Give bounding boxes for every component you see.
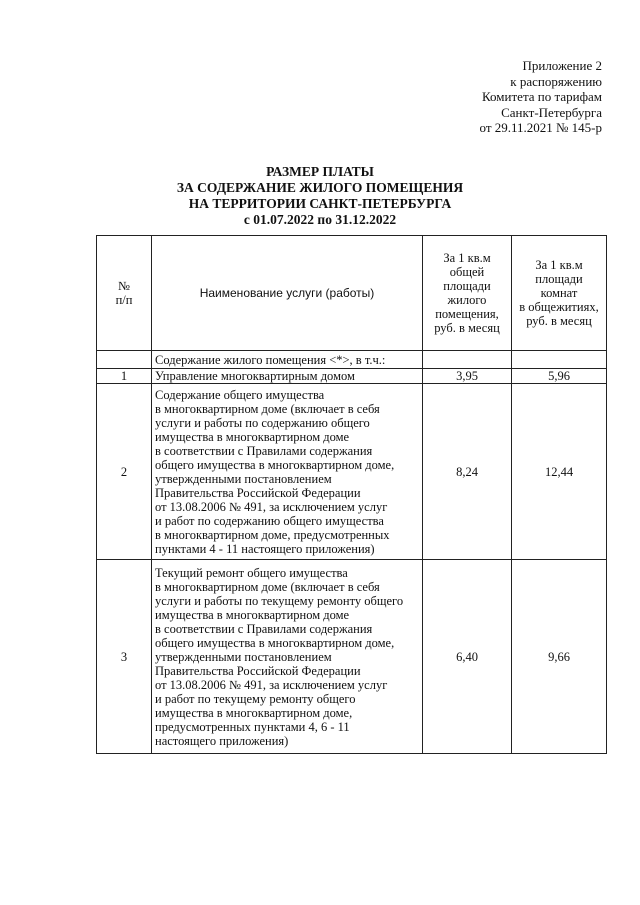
title-line: РАЗМЕР ПЛАТЫ	[266, 164, 374, 179]
header-line: от 29.11.2021 № 145-р	[479, 120, 602, 135]
header-line: Приложение 2	[522, 58, 602, 73]
table-row	[97, 384, 607, 560]
header-line: Санкт-Петербурга	[501, 104, 602, 120]
table-cell	[423, 351, 512, 369]
row-number: 3	[97, 560, 152, 754]
appendix-header	[479, 58, 602, 136]
header-line: Комитета по тарифам	[482, 89, 602, 104]
table-subheader-row	[97, 351, 607, 369]
row-number: 2	[97, 384, 152, 560]
title-line: НА ТЕРРИТОРИИ САНКТ-ПЕТЕРБУРГА	[188, 196, 452, 211]
header-line: к распоряжению	[510, 73, 602, 89]
column-header-number: № п/п	[97, 236, 152, 351]
table-row	[97, 369, 607, 384]
subheader-label: Содержание жилого помещения <*>, в т.ч.:	[152, 351, 423, 369]
column-header-per-sqm: За 1 кв.м общей площади жилого помещения, руб. в месяц	[423, 236, 512, 351]
row-per-sqm-value: 3,95	[423, 369, 512, 384]
table-row	[97, 560, 607, 754]
row-dormitory-value: 5,96	[512, 369, 607, 384]
title-period: с 01.07.2022 по 31.12.2022	[243, 212, 397, 227]
row-dormitory-value: 9,66	[512, 560, 607, 754]
row-service-name: Содержание общего имущества в многоквартирном доме (включает в себя услуги и работы по содержанию общего имущества в многоквартирном доме в соответствии с Правилами содержания общего имущества в многоквартирном доме, утвержденными постановлением Правительства Российской Федерации от 13.08.2006 № 491, за исключением услуг и работ по содержанию общего имущества в многоквартирном доме, предусмотренных пунктами 4 - 11 настоящего приложения)	[152, 384, 423, 560]
tariff-table	[96, 235, 607, 754]
column-header-dormitory: За 1 кв.м площади комнат в общежитиях, руб. в месяц	[512, 236, 607, 351]
table-header-row	[97, 236, 607, 351]
row-dormitory-value: 12,44	[512, 384, 607, 560]
row-service-name: Текущий ремонт общего имущества в многоквартирном доме (включает в себя услуги и работы по текущему ремонту общего имущества в многоквартирном доме в соответствии с Правилами содержания общего имущества в многоквартирном доме, утвержденными постановлением Правительства Российской Федерации от 13.08.2006 № 491, за исключением услуг и работ по текущему ремонту общего имущества в многоквартирном доме, предусмотренных пунктами 4, 6 - 11 настоящего приложения)	[152, 560, 423, 754]
table-cell	[97, 351, 152, 369]
row-per-sqm-value: 8,24	[423, 384, 512, 560]
document-title	[0, 164, 640, 228]
row-per-sqm-value: 6,40	[423, 560, 512, 754]
row-service-name: Управление многоквартирным домом	[152, 369, 423, 384]
table-cell	[512, 351, 607, 369]
row-number: 1	[97, 369, 152, 384]
title-line: ЗА СОДЕРЖАНИЕ ЖИЛОГО ПОМЕЩЕНИЯ	[176, 180, 464, 195]
column-header-service: Наименование услуги (работы)	[152, 236, 423, 351]
